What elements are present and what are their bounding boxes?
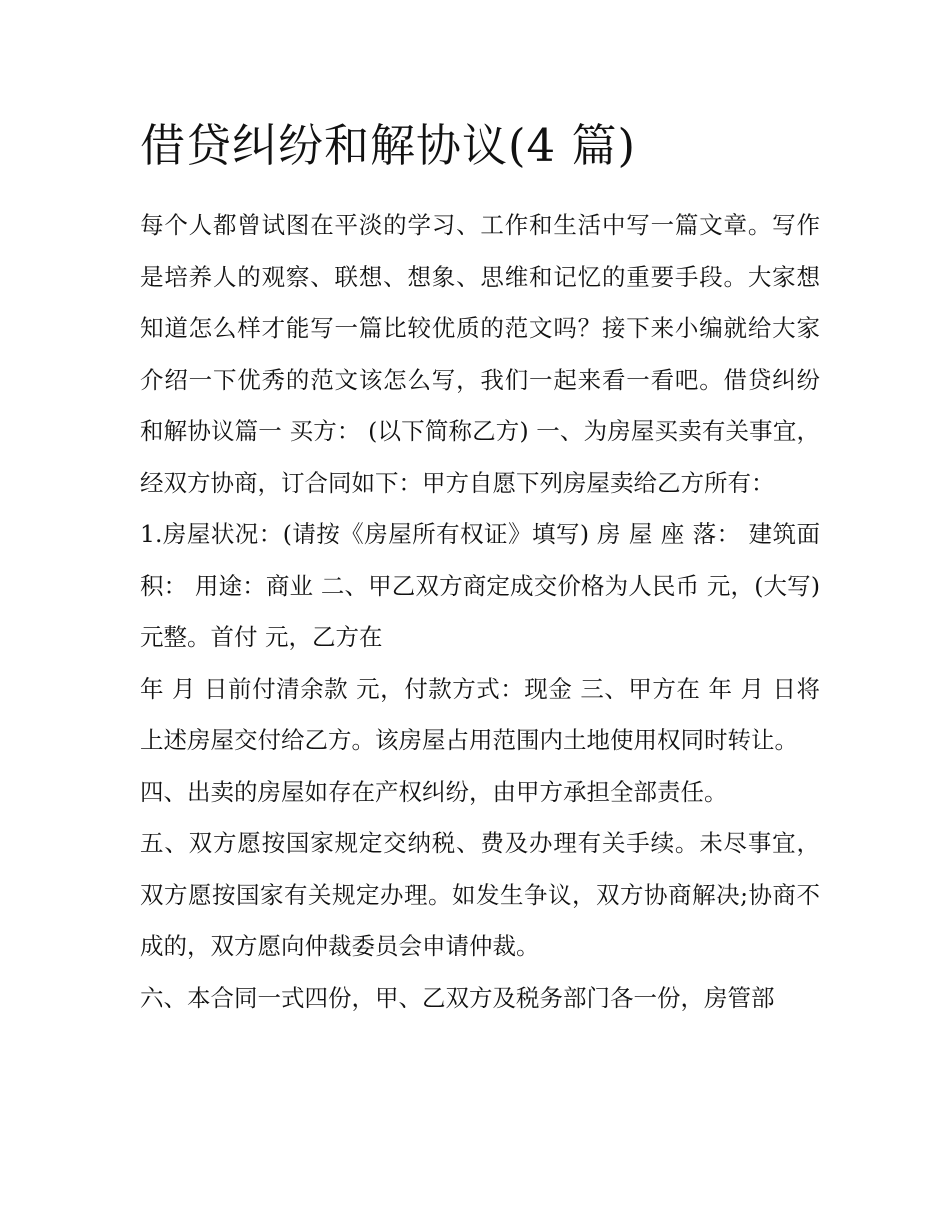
document-body <box>140 200 820 1024</box>
paragraph-clause-4: 四、出卖的房屋如存在产权纠纷，由甲方承担全部责任。 <box>140 777 728 806</box>
paragraph-payment: 年 月 日前付清余款 元，付款方式：现金 三、甲方在 年 月 日将上述房屋交付给乙方。该房屋占用范围内土地使用权同时转让。 <box>140 674 820 754</box>
document-title: 借贷纠纷和解协议(4 篇) <box>140 119 637 172</box>
paragraph-clause-5: 五、双方愿按国家规定交纳税、费及办理有关手续。未尽事宜，双方愿按国家有关规定办理。如发生争议，双方协商解决;协商不成的，双方愿向仲裁委员会申请仲裁。 <box>140 829 820 960</box>
paragraph-house-status: 1.房屋状况：(请按《房屋所有权证》填写) 房 屋 座 落： 建筑面积： 用途：商业 二、甲乙双方商定成交价格为人民币 元，(大写) 元整。首付 元，乙方在 <box>140 520 820 651</box>
paragraph-intro: 每个人都曾试图在平淡的学习、工作和生活中写一篇文章。写作是培养人的观察、联想、想象、思维和记忆的重要手段。大家想知道怎么样才能写一篇比较优质的范文吗？接下来小编就给大家介绍一下优秀的范文该怎么写，我们一起来看一看吧。借贷纠纷和解协议篇一 买方： (以下简称乙方) 一、为房屋买卖有关事宜，经双方协商，订合同如下：甲方自愿下列房屋卖给乙方所有： <box>140 211 820 497</box>
paragraph-clause-6: 六、本合同一式四份，甲、乙双方及税务部门各一份，房管部 <box>140 983 775 1012</box>
